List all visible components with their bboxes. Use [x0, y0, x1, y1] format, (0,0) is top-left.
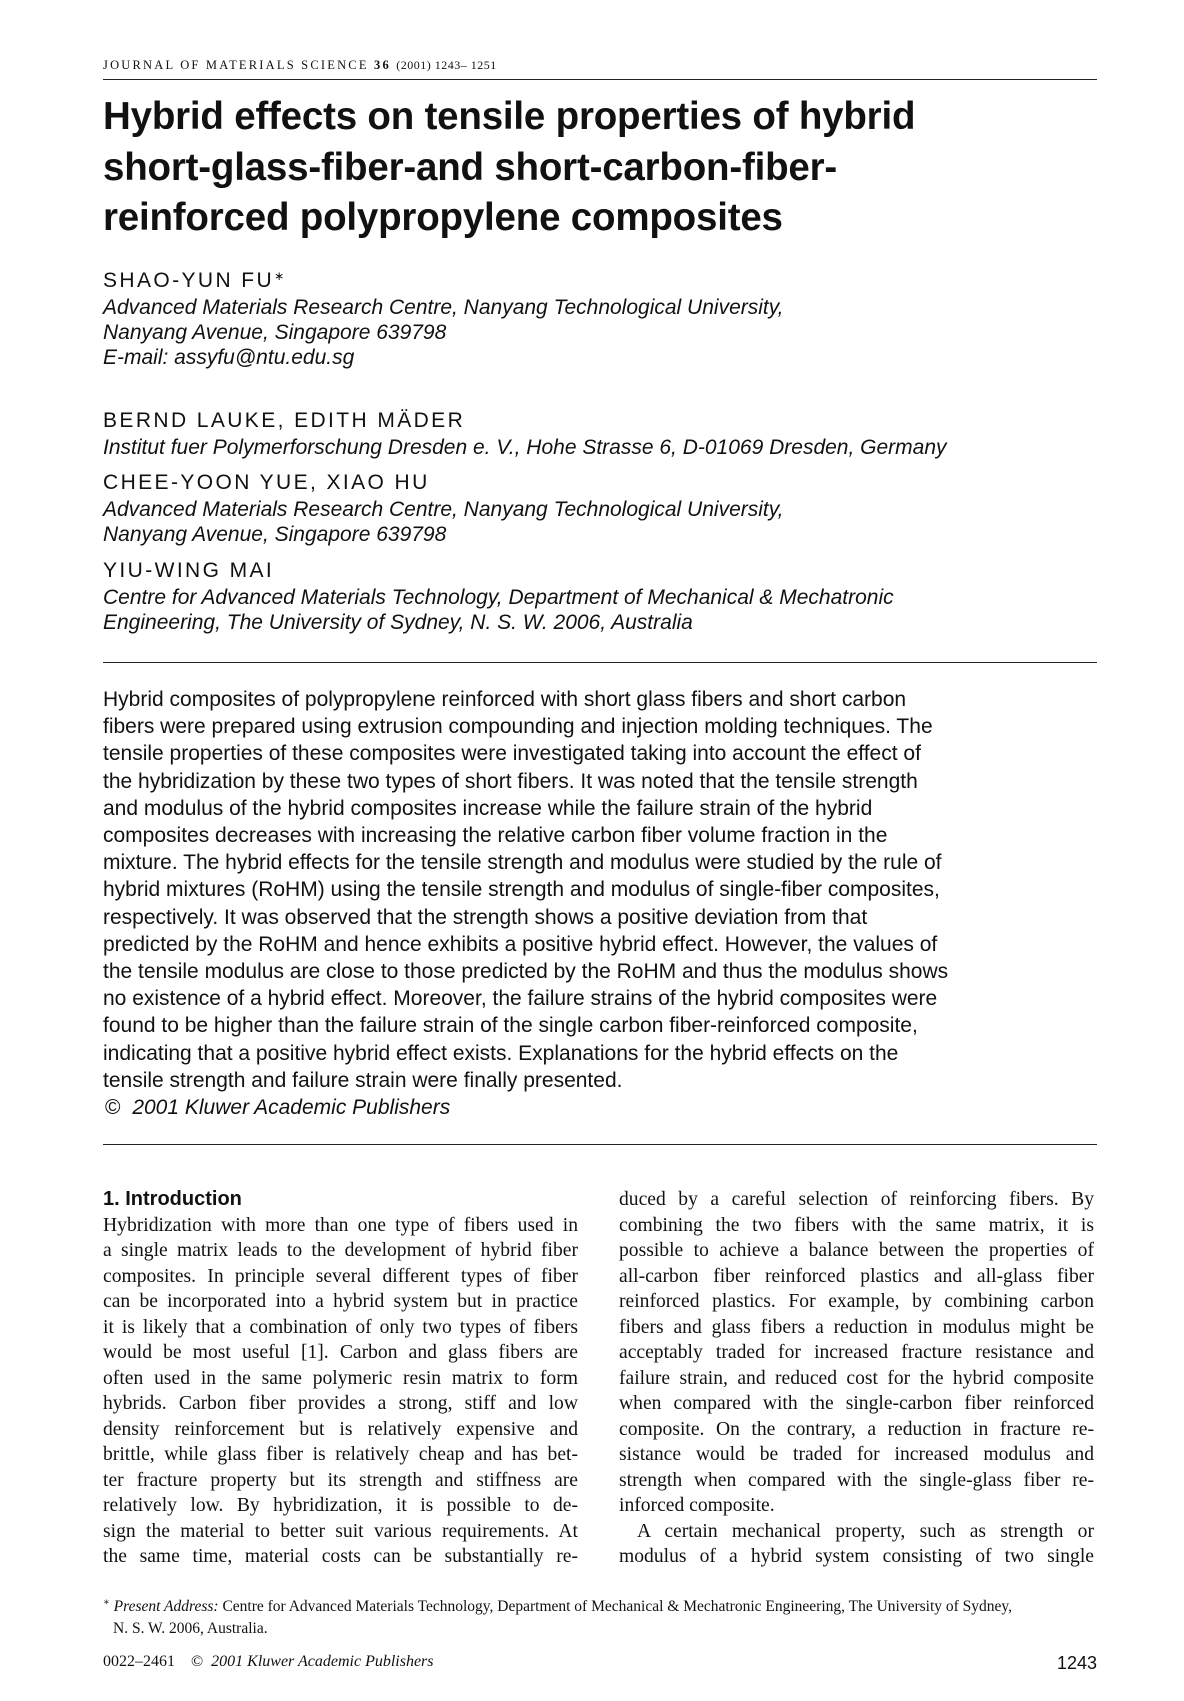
author-affiliation: Nanyang Avenue, Singapore 639798: [103, 523, 447, 546]
body-line: acceptably traded for increased fracture resistance and: [619, 1342, 1094, 1363]
body-line: ter fracture property but its strength and stiffness are: [103, 1469, 578, 1491]
article-title: [103, 92, 1097, 244]
body-line: brittle, while glass fiber is relatively cheap and has bet-: [103, 1444, 578, 1465]
abstract-copyright: [103, 1094, 1097, 1121]
journal-pages: (2001) 1243– 1251: [396, 58, 497, 72]
author-group: [103, 407, 1097, 460]
body-line: relatively low. By hybridization, it is possible to de-: [103, 1495, 578, 1516]
body-line: modulus of a hybrid system consisting of two single: [619, 1546, 1094, 1567]
right-column: [619, 1187, 1094, 1570]
author-group: [103, 262, 1097, 370]
body-line: failure strain, and reduced cost for the hybrid composite: [619, 1367, 1094, 1389]
issn: 0022–2461: [103, 1653, 175, 1670]
title-line: short-glass-fiber-and short-carbon-fiber-: [103, 145, 838, 189]
abstract-line: indicating that a positive hybrid effect exists. Explanations for the hybrid effects on the: [103, 1041, 899, 1065]
abstract-line: found to be higher than the failure strain of the single carbon fiber-reinforced composite,: [103, 1014, 918, 1038]
abstract-line: hybrid mixtures (RoHM) using the tensile strength and modulus of single-fiber composites,: [103, 878, 940, 902]
abstract-line: and modulus of the hybrid composites increase while the failure strain of the hybrid: [103, 796, 873, 820]
copyright-text: 2001 Kluwer Academic Publishers: [132, 1096, 451, 1120]
abstract-line: no existence of a hybrid effect. Moreover, the failure strains of the hybrid composites were: [103, 987, 938, 1011]
body-line: all-carbon fiber reinforced plastics and all-glass fiber: [619, 1265, 1094, 1287]
author-affiliation: Nanyang Avenue, Singapore 639798: [103, 321, 447, 344]
author-footnote-mark: ∗: [274, 269, 285, 283]
abstract-line: predicted by the RoHM and hence exhibits a positive hybrid effect. However, the values of: [103, 932, 938, 956]
body-line: composites. In principle several different types of fiber: [103, 1265, 578, 1287]
body-line: sistance would be traded for increased modulus and: [619, 1444, 1094, 1465]
body-line: A certain mechanical property, such as strength or: [637, 1520, 1094, 1542]
body-line: Hybridization with more than one type of fibers used in: [103, 1214, 578, 1236]
header-divider: [103, 79, 1097, 80]
body-line: reinforced plastics. For example, by combining carbon: [619, 1291, 1094, 1312]
body-line: duced by a careful selection of reinforcing fibers. By: [619, 1189, 1094, 1210]
body-line: inforced composite.: [619, 1495, 775, 1516]
body-line: density reinforcement but is relatively expensive and: [103, 1418, 578, 1440]
author-name: BERND LAUKE, EDITH MÄDER: [103, 409, 466, 432]
footnote-text: Centre for Advanced Materials Technology, Department of Mechanical & Mechatronic Engineering, The University of Sydney,: [222, 1598, 1013, 1616]
section-heading: 1. Introduction: [103, 1188, 242, 1210]
abstract-line: Hybrid composites of polypropylene reinforced with short glass fibers and short carbon: [103, 688, 907, 711]
abstract-line: tensile strength and failure strain were finally presented.: [103, 1068, 623, 1092]
body-line: possible to achieve a balance between the properties of: [619, 1240, 1094, 1261]
abstract-line: the tensile modulus are close to those predicted by the RoHM and thus the modulus shows: [103, 960, 949, 984]
body-line: it is likely that a combination of only two types of fibers: [103, 1316, 578, 1338]
abstract-line: respectively. It was observed that the strength shows a positive deviation from that: [103, 905, 868, 929]
body-line: combining the two fibers with the same matrix, it is: [619, 1214, 1094, 1236]
author-affiliation: Institut fuer Polymerforschung Dresden e. V., Hohe Strasse 6, D-01069 Dresden, Germany: [103, 436, 947, 459]
title-line: Hybrid effects on tensile properties of hybrid: [103, 95, 916, 138]
body-line: often used in the same polymeric resin matrix to form: [103, 1367, 578, 1389]
journal-volume: 36: [374, 58, 391, 72]
footnote-line: [103, 1592, 1097, 1618]
author-name: SHAO-YUN FU∗: [103, 269, 285, 292]
footnote-line: N. S. W. 2006, Australia.: [113, 1620, 268, 1638]
author-email: E-mail: assyfu@ntu.edu.sg: [103, 346, 355, 369]
abstract-line: composites decreases with increasing the relative carbon fiber volume fraction in the: [103, 824, 888, 848]
author-group: [103, 557, 1097, 635]
author-affiliation: Advanced Materials Research Centre, Nanyang Technological University,: [103, 498, 784, 521]
body-line: hybrids. Carbon fiber provides a strong, stiff and low: [103, 1393, 578, 1414]
body-line: when compared with the single-carbon fiber reinforced: [619, 1393, 1094, 1414]
abstract-line: the hybridization by these two types of short fibers. It was noted that the tensile strength: [103, 769, 918, 793]
body-line: the same time, material costs can be substantially re-: [103, 1546, 578, 1567]
left-column: [103, 1187, 578, 1570]
abstract-top-divider: [103, 662, 1097, 663]
abstract-line: fibers were prepared using extrusion compounding and injection molding techniques. The: [103, 715, 933, 739]
footnote-mark: ∗: [103, 1597, 110, 1608]
author-affiliation: Centre for Advanced Materials Technology, Department of Mechanical & Mechatronic: [103, 586, 894, 609]
copyright-symbol: ©: [191, 1653, 204, 1670]
abstract-line: tensile properties of these composites were investigated taking into account the effect of: [103, 742, 921, 766]
copyright-symbol: ©: [105, 1096, 121, 1120]
abstract-line: mixture. The hybrid effects for the tensile strength and modulus were studied by the rule of: [103, 851, 942, 875]
abstract: [103, 686, 1097, 1121]
running-head: [103, 58, 1097, 73]
footer-publisher: 2001 Kluwer Academic Publishers: [211, 1653, 434, 1670]
body-line: strength when compared with the single-glass fiber re-: [619, 1469, 1094, 1491]
body-line: a single matrix leads to the development of hybrid fiber: [103, 1240, 578, 1261]
author-group: [103, 469, 1097, 547]
author-name: YIU-WING MAI: [103, 559, 275, 582]
body-line: composite. On the contrary, a reduction in fracture re-: [619, 1418, 1094, 1440]
journal-name: JOURNAL OF MATERIALS SCIENCE: [103, 58, 369, 72]
footnote-label: Present Address:: [113, 1598, 219, 1616]
body-line: fibers and glass fibers a reduction in modulus might be: [619, 1316, 1094, 1338]
footer-citation: [103, 1653, 434, 1671]
body-line: would be most useful [1]. Carbon and glass fibers are: [103, 1342, 578, 1363]
page-number: 1243: [1056, 1653, 1097, 1673]
body-line: sign the material to better suit various requirements. At: [103, 1520, 578, 1542]
title-line: reinforced polypropylene composites: [103, 196, 783, 239]
author-name: CHEE-YOON YUE, XIAO HU: [103, 471, 430, 494]
author-affiliation: Advanced Materials Research Centre, Nanyang Technological University,: [103, 296, 784, 319]
footnote: [103, 1592, 1097, 1640]
abstract-bottom-divider: [103, 1144, 1097, 1145]
body-line: can be incorporated into a hybrid system but in practice: [103, 1291, 578, 1312]
author-affiliation: Engineering, The University of Sydney, N. S. W. 2006, Australia: [103, 611, 693, 634]
